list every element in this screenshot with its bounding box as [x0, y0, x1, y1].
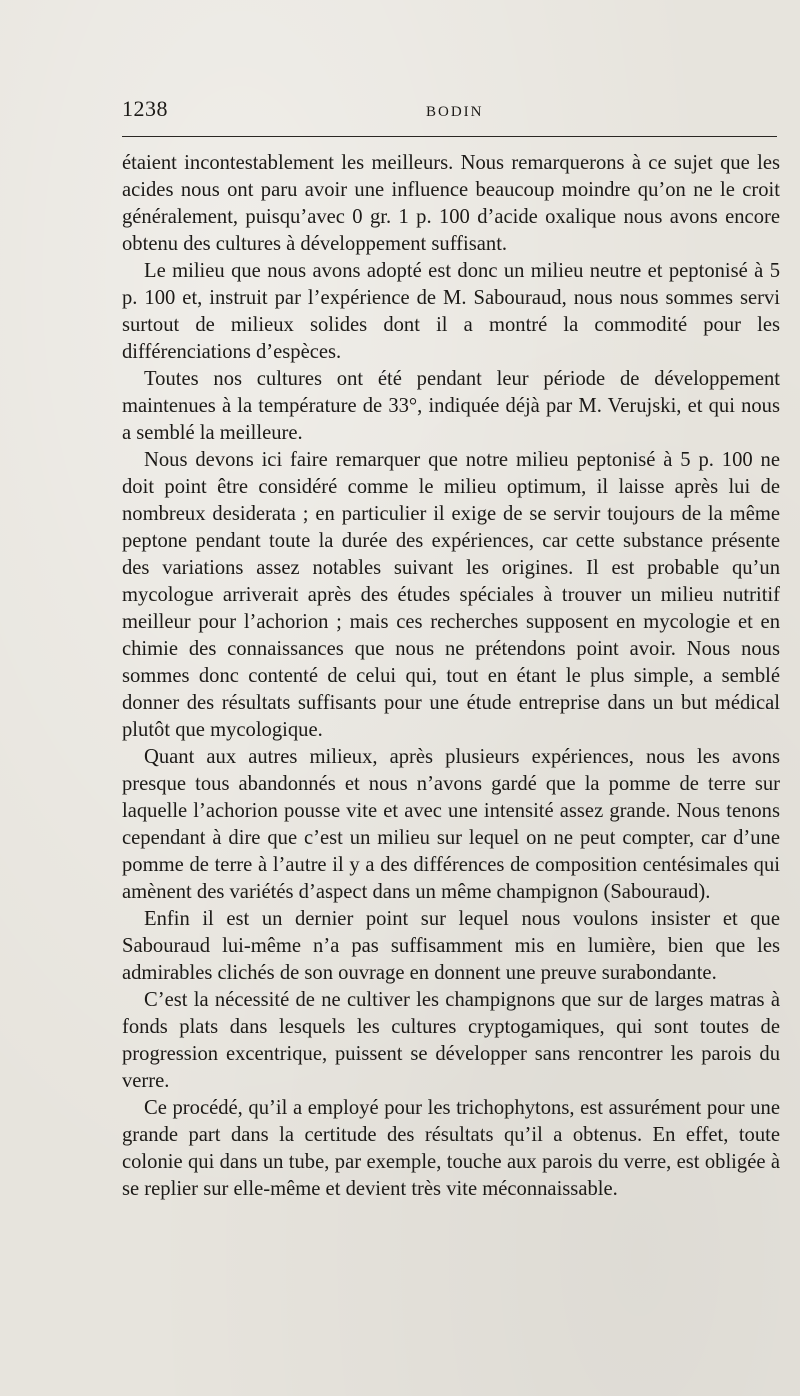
paragraph-8: Ce procédé, qu’il a employé pour les trichophytons, est assurément pour une grande part dans la certitude des résultats qu’il a obtenus. En effet, toute colonie qui dans un tube, par exemple, touche aux parois du verre, est obligée à se replier sur elle-même et devient très vite méconnaissable. — [122, 1097, 780, 1200]
running-title: BODIN — [426, 104, 484, 120]
paragraph-2: Le milieu que nous avons adopté est donc un milieu neutre et peptonisé à 5 p. 100 et, instruit par l’expérience de M. Sabouraud, nous nous sommes servi surtout de milieux solides dont il a montré la commodité pour les différenciations d’espèces. — [122, 260, 780, 363]
page-header — [122, 92, 777, 132]
paragraph-3: Toutes nos cultures ont été pendant leur période de développement maintenues à la température de 33°, indiquée déjà par M. Verujski, et qui nous a semblé la meilleure. — [122, 368, 780, 444]
paragraph-5: Quant aux autres milieux, après plusieurs expériences, nous les avons presque tous abandonnés et nous n’avons gardé que la pomme de terre sur laquelle l’achorion pousse vite et avec une intensité assez grande. Nous tenons cependant à dire que c’est un milieu sur lequel on ne peut compter, car d’une pomme de terre à l’autre il y a des différences de composition centésimales qui amènent des variétés d’aspect dans un même champignon (Sabouraud). — [122, 746, 780, 903]
page-number: 1238 — [122, 96, 168, 121]
header-rule — [122, 136, 777, 137]
paragraph-4: Nous devons ici faire remarquer que notre milieu peptonisé à 5 p. 100 ne doit point être considéré comme le milieu optimum, il laisse après lui de nombreux desiderata ; en particulier il exige de se servir toujours de la même peptone pendant toute la durée des expériences, car cette substance présente des variations assez notables suivant les origines. Il est probable qu’un mycologue arriverait après des études spéciales à trouver un milieu nutritif meilleur pour l’achorion ; mais ces recherches supposent en mycologie et en chimie des connaissances que nous ne prétendons point avoir. Nous nous sommes donc contenté de celui qui, tout en étant le plus simple, a semblé donner des résultats suffisants pour une étude entreprise dans un but médical plutôt que mycologique. — [122, 449, 780, 741]
paragraph-7: C’est la nécessité de ne cultiver les champignons que sur de larges matras à fonds plats dans lesquels les cultures cryptogamiques, qui sont toutes de progression excentrique, puissent se développer sans rencontrer les parois du verre. — [122, 989, 780, 1092]
body-text — [122, 150, 780, 1203]
paragraph-6: Enfin il est un dernier point sur lequel nous voulons insister et que Sabouraud lui-même n’a pas suffisamment mis en lumière, bien que les admirables clichés de son ouvrage en donnent une preuve surabondante. — [122, 908, 780, 984]
paragraph-1: étaient incontestablement les meilleurs. Nous remarquerons à ce sujet que les acides nous ont paru avoir une influence beaucoup moindre qu’on ne le croit généralement, puisqu’avec 0 gr. 1 p. 100 d’acide oxalique nous avons encore obtenu des cultures à développement suffisant. — [122, 152, 780, 255]
